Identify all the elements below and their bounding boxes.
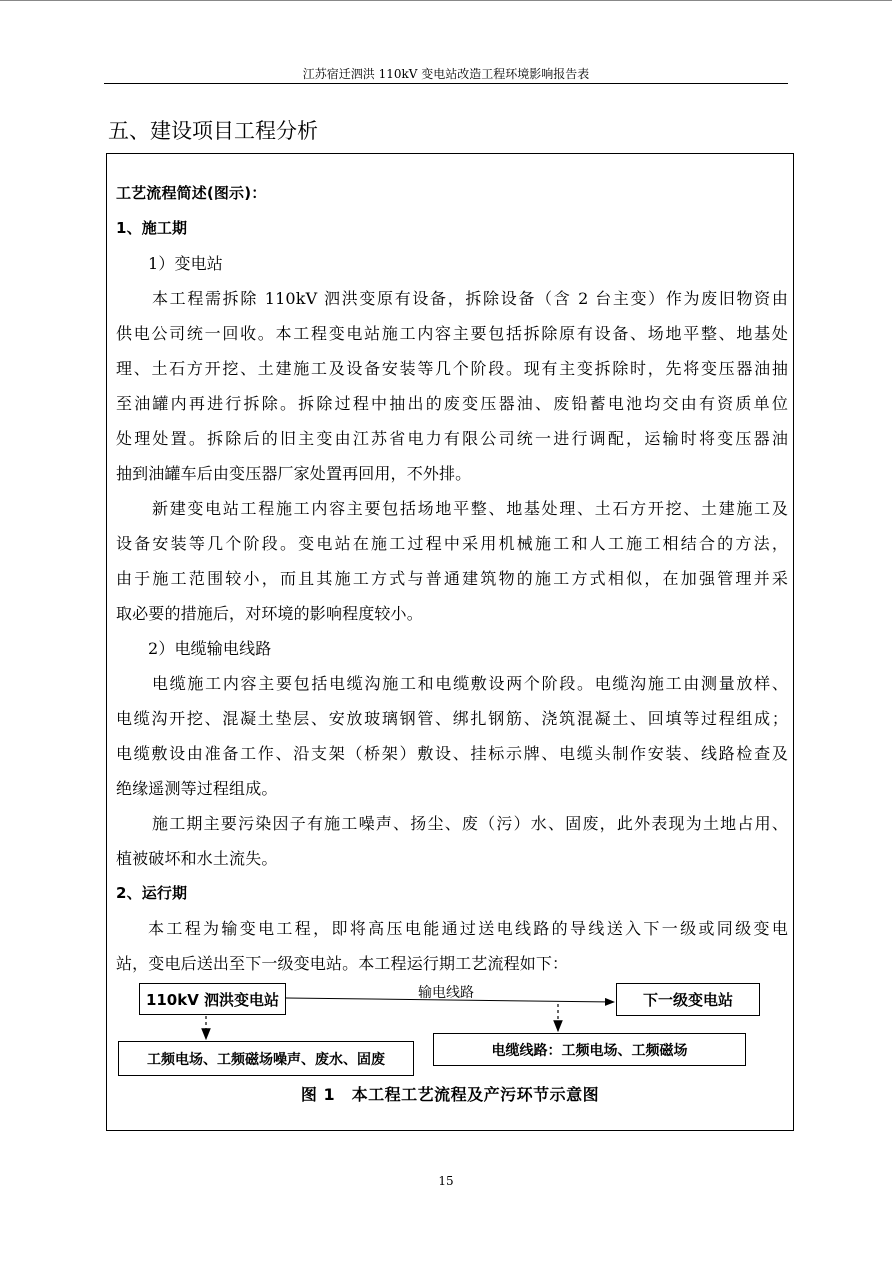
target-substation-box: 下一级变电站 [616,983,760,1016]
paragraph-line: 新建变电站工程施工内容主要包括场地平整、地基处理、土石方开挖、土建施工及 [152,499,788,518]
paragraph-line: 电缆敷设由准备工作、沿支架（桥架）敷设、挂标示牌、电缆头制作安装、线路检查及 [116,744,788,763]
section-title: 五、建设项目工程分析 [108,119,318,143]
paragraph-line: 设备安装等几个阶段。变电站在施工过程中采用机械施工和人工施工相结合的方法， [116,534,788,553]
substation-impacts-box: 工频电场、工频磁场噪声、废水、固废 [118,1041,414,1076]
paragraph-line: 理、土石方开挖、土建施工及设备安装等几个阶段。现有主变拆除时，先将变压器油抽 [116,359,788,378]
paragraph-line: 电缆沟开挖、混凝土垫层、安放玻璃钢管、绑扎钢筋、浇筑混凝土、回填等过程组成； [116,709,788,728]
paragraph-line: 站，变电后送出至下一级变电站。本工程运行期工艺流程如下： [116,954,569,973]
paragraph-line: 抽到油罐车后由变压器厂家处置再回用，不外排。 [116,464,472,483]
source-substation-box: 110kV 泗洪变电站 [139,983,286,1015]
paragraph-line: 绝缘遥测等过程组成。 [116,779,278,798]
phase2-title: 2、运行期 [116,884,188,902]
paragraph-line: 至油罐内再进行拆除。拆除过程中抽出的废变压器油、废铅蓄电池均交由有资质单位 [116,394,788,413]
figure-caption: 图 1 本工程工艺流程及产污环节示意图 [300,1085,600,1104]
paragraph-line: 由于施工范围较小，而且其施工方式与普通建筑物的施工方式相似，在加强管理并采 [116,569,788,588]
paragraph-line: 植被破坏和水土流失。 [116,849,278,868]
edge-label: 输电线路 [418,985,474,1001]
page-number: 15 [438,1174,454,1188]
paragraph-line: 本工程为输变电工程，即将高压电能通过送电线路的导线送入下一级或同级变电 [148,919,788,938]
paragraph-line: 施工期主要污染因子有施工噪声、扬尘、废（污）水、固废，此外表现为土地占用、 [152,814,788,833]
paragraph-line: 处理处置。拆除后的旧主变由江苏省电力有限公司统一进行调配，运输时将变压器油 [116,429,788,448]
cable-impacts-box: 电缆线路：工频电场、工频磁场 [433,1033,746,1066]
phase1-title: 1、施工期 [116,219,188,237]
running-header: 江苏宿迁泗洪 110kV 变电站改造工程环境影响报告表 [302,67,590,81]
paragraph-line: 供电公司统一回收。本工程变电站施工内容主要包括拆除原有设备、场地平整、地基处 [116,324,788,343]
sub2-title: 2）电缆输电线路 [148,639,272,658]
top-border-line [0,0,892,1]
content-body [116,176,788,981]
process-heading: 工艺流程简述(图示)： [116,184,267,202]
paragraph-line: 本工程需拆除 110kV 泗洪变原有设备，拆除设备（含 2 台主变）作为废旧物资由 [152,289,788,308]
paragraph-line: 取必要的措施后，对环境的影响程度较小。 [116,604,423,623]
sub1-title: 1）变电站 [148,254,223,273]
paragraph-line: 电缆施工内容主要包括电缆沟施工和电缆敷设两个阶段。电缆沟施工由测量放样、 [152,674,788,693]
header-rule [104,83,788,84]
